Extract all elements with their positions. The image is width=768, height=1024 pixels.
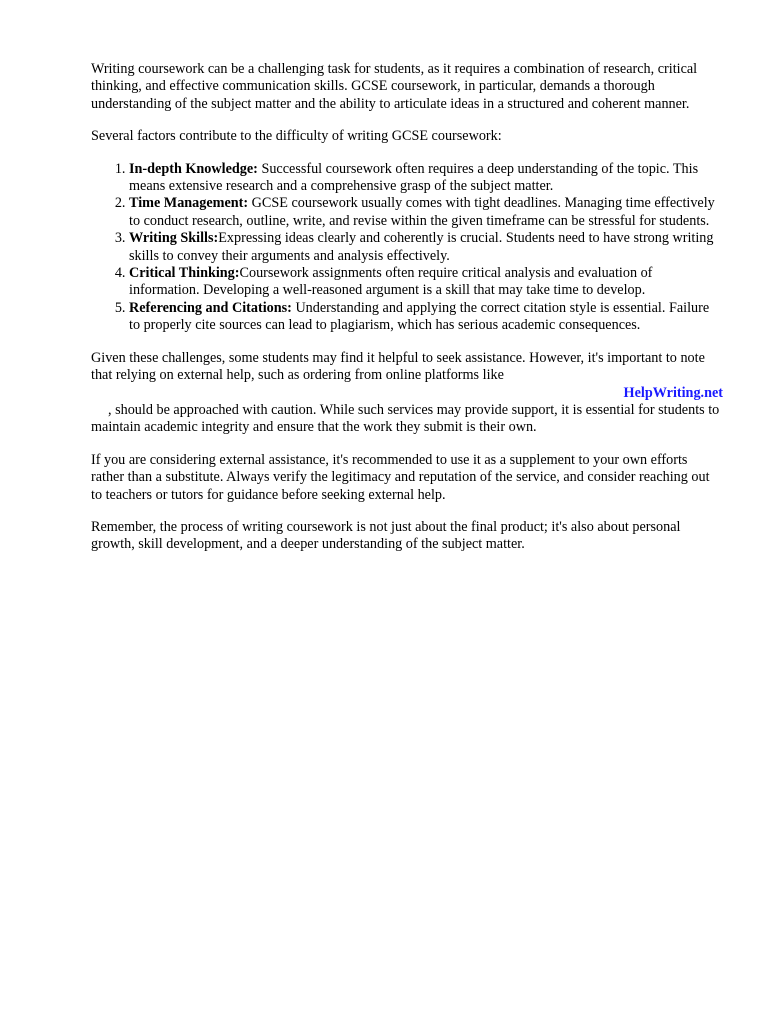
closing-paragraph: Remember, the process of writing coursework is not just about the final product; it's also about personal growth, skill development, and a deeper understanding of the subject matter. [91,518,681,553]
list-item [129,195,723,230]
assistance-text-part1: Given these challenges, some students may find it helpful to seek assistance. However, it's important to note that relying on external help, such as ordering from online platforms like [91,349,705,384]
document-body [91,61,723,569]
list-item-text: Coursework assignments often require critical analysis and evaluation of information. Developing a well-reasoned argument is a skill that may take time to develop. [129,265,653,299]
list-item [129,230,723,265]
helpwriting-link[interactable]: HelpWriting.net [623,384,723,401]
list-item-term: Critical Thinking: [129,265,240,282]
list-item [129,265,723,300]
assistance-paragraph [91,350,723,437]
intro-paragraph: Writing coursework can be a challenging task for students, as it requires a combination of research, critical thinking, and effective communication skills. GCSE coursework, in particular, demands a thorough understanding of the subject matter and the ability to articulate ideas in a structured and coherent manner. [91,61,698,112]
assistance-text-part2: , should be approached with caution. While such services may provide support, it is essential for students to maintain academic integrity and ensure that the work they submit is their own. [91,401,720,436]
factors-lead-paragraph: Several factors contribute to the difficulty of writing GCSE coursework: [91,128,502,145]
list-item-text: Understanding and applying the correct citation style is essential. Failure to properly cite sources can lead to plagiarism, which has serious academic consequences. [129,299,710,334]
list-item-term: Writing Skills: [129,230,219,247]
list-item-term: Referencing and Citations: [129,299,292,316]
list-item [129,300,723,335]
list-item-term: Time Management: [129,195,249,212]
list-item-text: Successful coursework often requires a deep understanding of the topic. This means extensive research and a comprehensive grasp of the subject matter. [129,160,699,195]
list-item-text: GCSE coursework usually comes with tight deadlines. Managing time effectively to conduct research, outline, write, and revise within the given timeframe can be stressful for students. [129,195,715,229]
factors-list [91,161,723,335]
list-item-term: In-depth Knowledge: [129,160,258,177]
external-assistance-paragraph: If you are considering external assistance, it's recommended to use it as a supplement to your own efforts rather than a substitute. Always verify the legitimacy and reputation of the service, and consider reaching out to teachers or tutors for guidance before seeking external help. [91,451,710,503]
list-item [129,161,723,196]
list-item-text: Expressing ideas clearly and coherently is crucial. Students need to have strong writing skills to convey their arguments and analysis effectively. [129,230,714,264]
